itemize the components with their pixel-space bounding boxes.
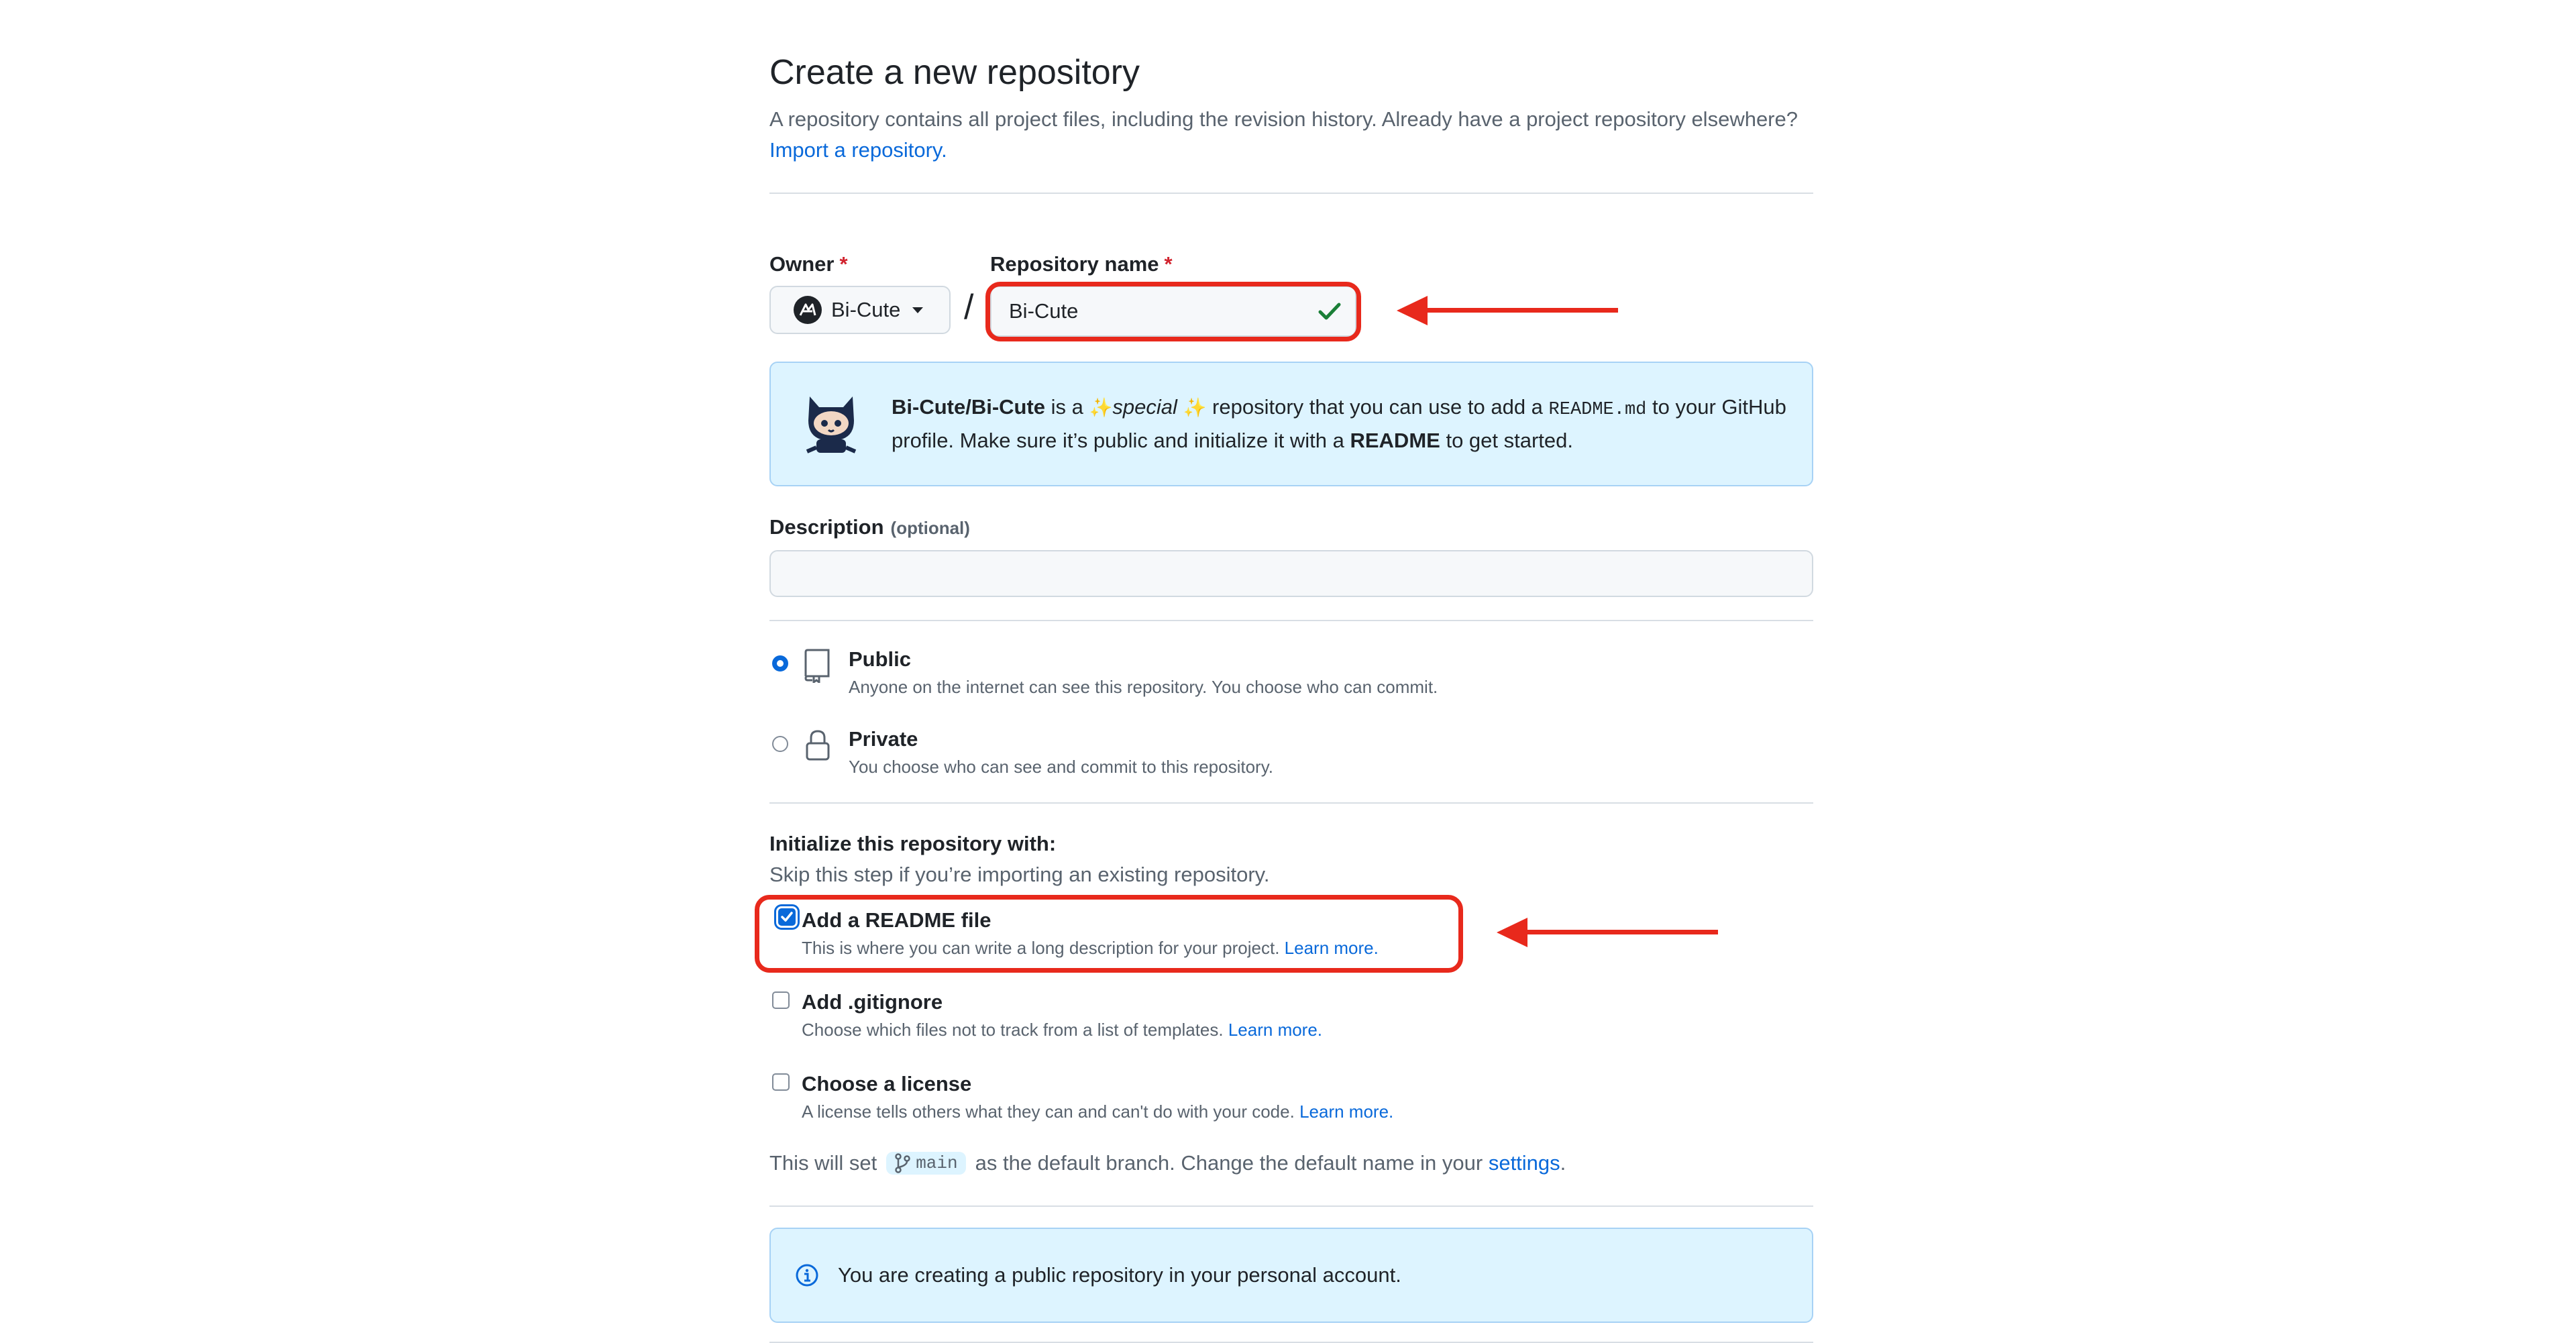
divider [769,620,1813,621]
initialize-subtitle: Skip this step if you’re importing an existing repository. [769,863,1270,886]
private-radio[interactable] [772,736,788,752]
public-option-title: Public [849,647,912,671]
public-option-desc: Anyone on the internet can see this repository. You choose who can commit. [849,677,1438,697]
license-checkbox[interactable] [772,1073,790,1091]
sparkle-icon: ✨ [1183,397,1207,418]
description-input[interactable] [769,550,1813,597]
public-radio[interactable] [772,655,788,672]
owner-name: Bi-Cute [831,298,901,321]
repo-name-value: Bi-Cute [1009,299,1079,323]
octocat-icon [803,394,859,455]
branch-name: main [916,1153,958,1173]
info-icon [795,1263,819,1287]
readme-desc-text: This is where you can write a long description for your project. [802,938,1280,958]
owner-avatar-icon [794,296,822,324]
lock-icon [804,729,831,762]
caret-down-icon [912,307,923,313]
private-option-desc: You choose who can see and commit to this repository. [849,757,1274,777]
git-branch-icon [894,1153,910,1173]
gitignore-learn-more-link[interactable]: Learn more. [1228,1020,1323,1040]
owner-dropdown[interactable] [769,286,951,334]
readme-word: README [1350,429,1440,452]
readme-option-title: Add a README file [802,908,991,932]
import-repository-link[interactable]: Import a repository. [769,138,947,162]
license-option-title: Choose a license [802,1072,972,1095]
license-desc-text: A license tells others what they can and can't do with your code. [802,1102,1295,1122]
readme-learn-more-link[interactable]: Learn more. [1284,938,1379,958]
owner-label [769,252,848,276]
gitignore-option-desc [802,1020,1322,1040]
divider [769,802,1813,804]
gitignore-desc-text: Choose which files not to track from a list of templates. [802,1020,1224,1040]
required-mark: * [1164,252,1173,276]
public-repo-notice [769,1228,1813,1323]
special-repo-name: Bi-Cute/Bi-Cute [892,395,1046,419]
special-text-2: repository that you can use to add a [1212,395,1543,419]
special-text-3: to your GitHub profile. Make sure it’s public and initialize it with a [892,395,1786,452]
default-branch-line [769,1151,1566,1175]
special-word: special [1112,395,1177,419]
page-title: Create a new repository [769,53,1140,92]
annotation-highlight-repo-name [985,282,1361,341]
special-text-1: is a [1051,395,1083,419]
required-mark: * [839,252,848,276]
settings-link[interactable]: settings [1488,1151,1560,1175]
readme-filename: README.md [1548,400,1647,420]
arrow-shaft [1523,930,1718,934]
annotation-highlight-readme [755,895,1463,973]
branch-prefix: This will set [769,1151,877,1175]
branch-suffix: as the default branch. Change the default name in your [975,1151,1483,1175]
sparkle-icon: ✨ [1089,397,1113,418]
annotation-arrow-repo-name [1397,296,1618,325]
gitignore-option-title: Add .gitignore [802,990,943,1014]
special-text-4: to get started. [1446,429,1574,452]
repo-icon [803,648,831,683]
create-repo-form [769,0,1813,1343]
private-option-title: Private [849,727,918,751]
subtitle-text: A repository contains all project files, including the revision history. Already have a project repository elsewhere? [769,107,1798,131]
description-label-text: Description [769,515,884,539]
initialize-title: Initialize this repository with: [769,832,1057,855]
repo-name-label [990,252,1173,276]
owner-repo-separator: / [964,288,974,327]
annotation-arrow-readme [1497,918,1718,947]
divider [769,193,1813,194]
divider [769,1205,1813,1207]
gitignore-checkbox[interactable] [772,991,790,1009]
repo-name-label-text: Repository name [990,252,1159,276]
arrow-shaft [1424,308,1618,313]
description-label [769,515,970,539]
branch-end: . [1560,1151,1566,1175]
page-subtitle [769,104,1813,166]
branch-pill [886,1152,965,1175]
public-repo-notice-text: You are creating a public repository in your personal account. [838,1263,1401,1287]
optional-tag: (optional) [890,518,970,538]
license-option-desc [802,1102,1393,1122]
special-repo-text [892,392,1790,456]
license-learn-more-link[interactable]: Learn more. [1299,1102,1394,1122]
owner-label-text: Owner [769,252,835,276]
